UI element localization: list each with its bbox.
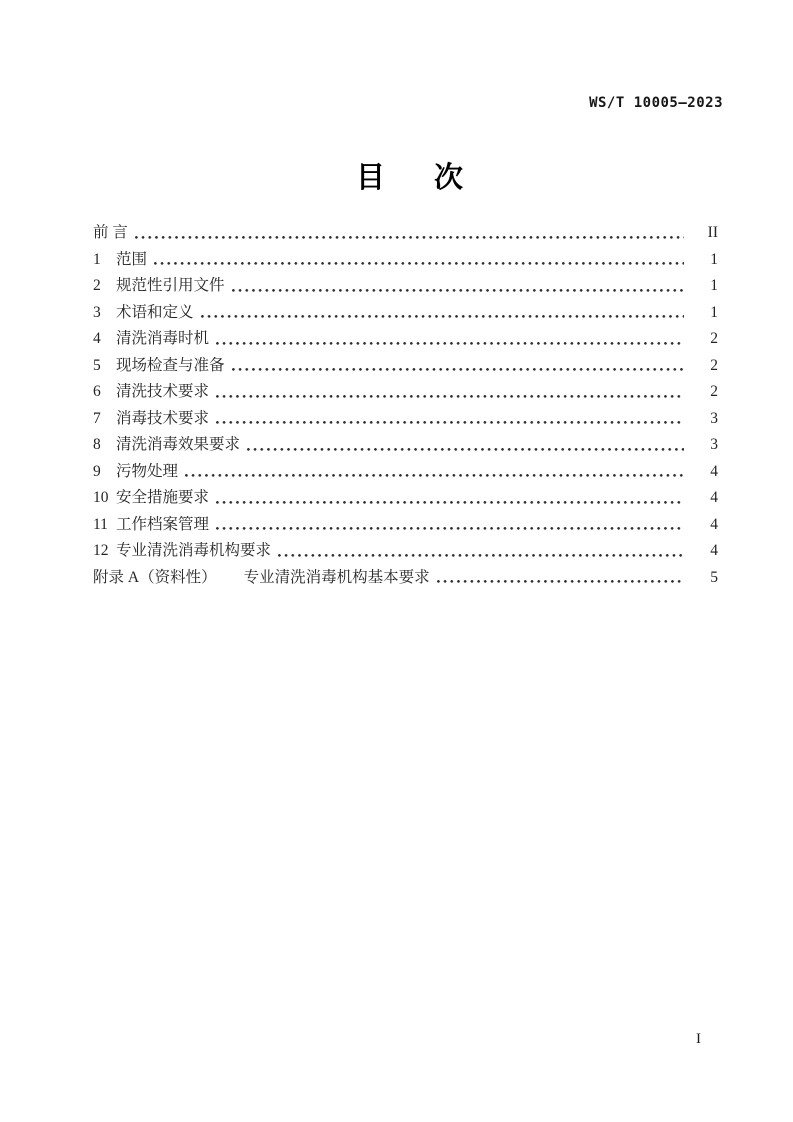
toc-entry-number: 8 [93, 436, 101, 454]
dot-leader [185, 474, 684, 477]
toc-entry-page: 1 [710, 250, 718, 268]
toc-entry-label: 清洗技术要求 [116, 383, 210, 401]
dot-leader [135, 236, 684, 239]
dot-leader [437, 580, 684, 583]
toc-entry [93, 268, 718, 295]
toc-entry-number: 10 [93, 489, 109, 507]
toc-entry-page: 4 [710, 489, 718, 507]
toc-entry-page: 1 [710, 277, 718, 295]
toc-entry-number: 1 [93, 250, 101, 268]
toc-entry-page: 3 [710, 436, 718, 454]
toc-entry-label: 工作档案管理 [116, 515, 210, 533]
toc-entry [93, 348, 718, 375]
toc-entry-number: 2 [93, 277, 101, 295]
toc-entry-number: 5 [93, 356, 101, 374]
toc-entry [93, 533, 718, 560]
toc-entry-number: 附录 A（资料性） [93, 568, 217, 586]
toc-entry [93, 215, 718, 242]
dot-leader [278, 554, 684, 557]
toc-entry-label: 范围 [116, 250, 148, 268]
toc-entry-number: 3 [93, 303, 101, 321]
toc-entry-page: II [707, 224, 718, 242]
dot-leader [216, 395, 684, 398]
toc-entry-label: 清洗消毒效果要求 [116, 436, 241, 454]
toc-entry [93, 454, 718, 481]
toc-entry-page: 2 [710, 330, 718, 348]
toc-entry-page: 4 [710, 515, 718, 533]
dot-leader [201, 315, 684, 318]
toc-entry [93, 295, 718, 322]
toc-entry [93, 242, 718, 269]
toc-entry-number: 4 [93, 330, 101, 348]
toc-entry [93, 321, 718, 348]
toc-entry-number: 12 [93, 542, 109, 560]
toc-entry [93, 507, 718, 534]
toc-entry-page: 4 [710, 462, 718, 480]
dot-leader [216, 342, 684, 345]
dot-leader [216, 421, 684, 424]
toc-entry-label: 前 言 [93, 224, 128, 242]
standard-code-header: WS/T 10005—2023 [589, 95, 723, 111]
dot-leader [247, 448, 684, 451]
toc-entry [93, 374, 718, 401]
toc-entry-label: 消毒技术要求 [116, 409, 210, 427]
toc-entry-number: 6 [93, 383, 101, 401]
dot-leader [232, 289, 684, 292]
dot-leader [232, 368, 684, 371]
toc-entry-number: 11 [93, 515, 108, 533]
footer-page-number: I [696, 1031, 701, 1047]
toc-entry-label: 专业清洗消毒机构要求 [116, 542, 272, 560]
toc-entry-label: 污物处理 [116, 462, 179, 480]
toc-entry-page: 5 [710, 568, 718, 586]
dot-leader [154, 262, 684, 265]
toc-entry-page: 2 [710, 383, 718, 401]
toc-entry [93, 427, 718, 454]
toc-entry-label: 清洗消毒时机 [116, 330, 210, 348]
toc-entry-page: 2 [710, 356, 718, 374]
toc-entry-label: 现场检查与准备 [116, 356, 225, 374]
page-title: 目 次 [356, 162, 474, 194]
toc-list [93, 215, 718, 586]
toc-entry [93, 401, 718, 428]
toc-entry-number: 7 [93, 409, 101, 427]
dot-leader [216, 527, 684, 530]
toc-entry-label: 专业清洗消毒机构基本要求 [243, 568, 430, 586]
toc-entry [93, 560, 718, 587]
toc-entry-page: 3 [710, 409, 718, 427]
toc-entry-number: 9 [93, 462, 101, 480]
toc-entry-label: 安全措施要求 [116, 489, 210, 507]
toc-entry-page: 1 [710, 303, 718, 321]
toc-entry-label: 术语和定义 [116, 303, 194, 321]
toc-entry [93, 480, 718, 507]
toc-entry-page: 4 [710, 542, 718, 560]
toc-entry-label: 规范性引用文件 [116, 277, 225, 295]
dot-leader [216, 501, 684, 504]
